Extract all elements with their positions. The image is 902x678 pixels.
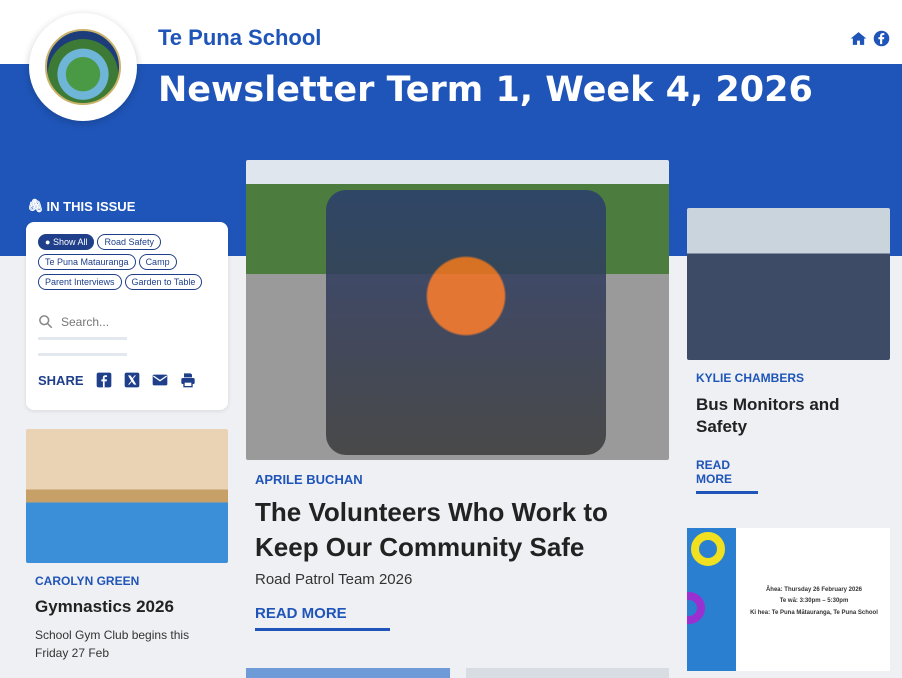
search-placeholder: Search... (61, 314, 110, 329)
road-patrol-photo[interactable] (246, 160, 669, 460)
pool-party-flyer[interactable] (687, 528, 890, 671)
search-icon (38, 314, 53, 329)
school-seal-image (45, 29, 121, 105)
tag-label: Show All (52, 237, 88, 247)
flyer-time: Te wā: 3:30pm – 5:30pm (779, 598, 849, 605)
students-group-image (326, 190, 606, 455)
tag-road-safety[interactable]: Road Safety (97, 234, 161, 250)
tag-show-all[interactable]: ● Show All (38, 234, 94, 250)
flyer-where: Ki hea: Te Puna Mātauranga, Te Puna School (750, 609, 878, 616)
article-image[interactable] (466, 668, 669, 678)
flyer-when: Āhea: Thursday 26 February 2026 (765, 587, 863, 593)
in-this-issue-heading (27, 198, 135, 214)
tag-parent-interviews[interactable]: Parent Interviews (38, 274, 122, 290)
pool-image (687, 528, 736, 671)
email-share-icon[interactable] (152, 372, 168, 388)
x-share-icon[interactable] (124, 372, 140, 388)
read-more-link[interactable]: READ MORE (696, 458, 758, 494)
share-label: SHARE (38, 372, 84, 388)
issue-panel (26, 222, 228, 410)
school-name[interactable]: Te Puna School (158, 25, 322, 50)
page-title: Newsletter Term 1, Week 4, 2026 (158, 70, 813, 110)
article-author: CAROLYN GREEN (35, 574, 140, 588)
tag-camp[interactable]: Camp (139, 254, 177, 270)
tag-te-puna-matauranga[interactable]: Te Puna Matauranga (38, 254, 136, 270)
facebook-share-icon[interactable] (96, 372, 112, 388)
tag-garden-to-table[interactable]: Garden to Table (125, 274, 203, 290)
divider (38, 337, 127, 340)
gymnastics-image[interactable] (26, 429, 228, 563)
search-input[interactable] (38, 314, 218, 329)
article-subtitle: Road Patrol Team 2026 (255, 571, 413, 588)
article-title[interactable]: Bus Monitors and Safety (696, 395, 840, 436)
divider (38, 353, 127, 356)
paperclip-icon: 🖇 (27, 198, 44, 213)
print-icon[interactable] (180, 372, 196, 388)
article-title[interactable]: Gymnastics 2026 (35, 597, 174, 616)
heading-label: IN THIS ISSUE (46, 198, 136, 214)
facebook-icon[interactable] (873, 30, 890, 47)
article-image[interactable] (246, 668, 450, 678)
school-logo[interactable] (29, 13, 137, 121)
bus-image[interactable] (687, 208, 890, 360)
read-more-link[interactable]: READ MORE (255, 605, 390, 631)
home-icon[interactable] (850, 30, 867, 47)
article-title[interactable]: The Volunteers Who Work to Keep Our Community Safe (255, 497, 608, 562)
article-excerpt: School Gym Club begins this Friday 27 Feb (35, 628, 190, 660)
article-author: KYLIE CHAMBERS (696, 371, 805, 385)
article-author: APRILE BUCHAN (255, 472, 363, 487)
